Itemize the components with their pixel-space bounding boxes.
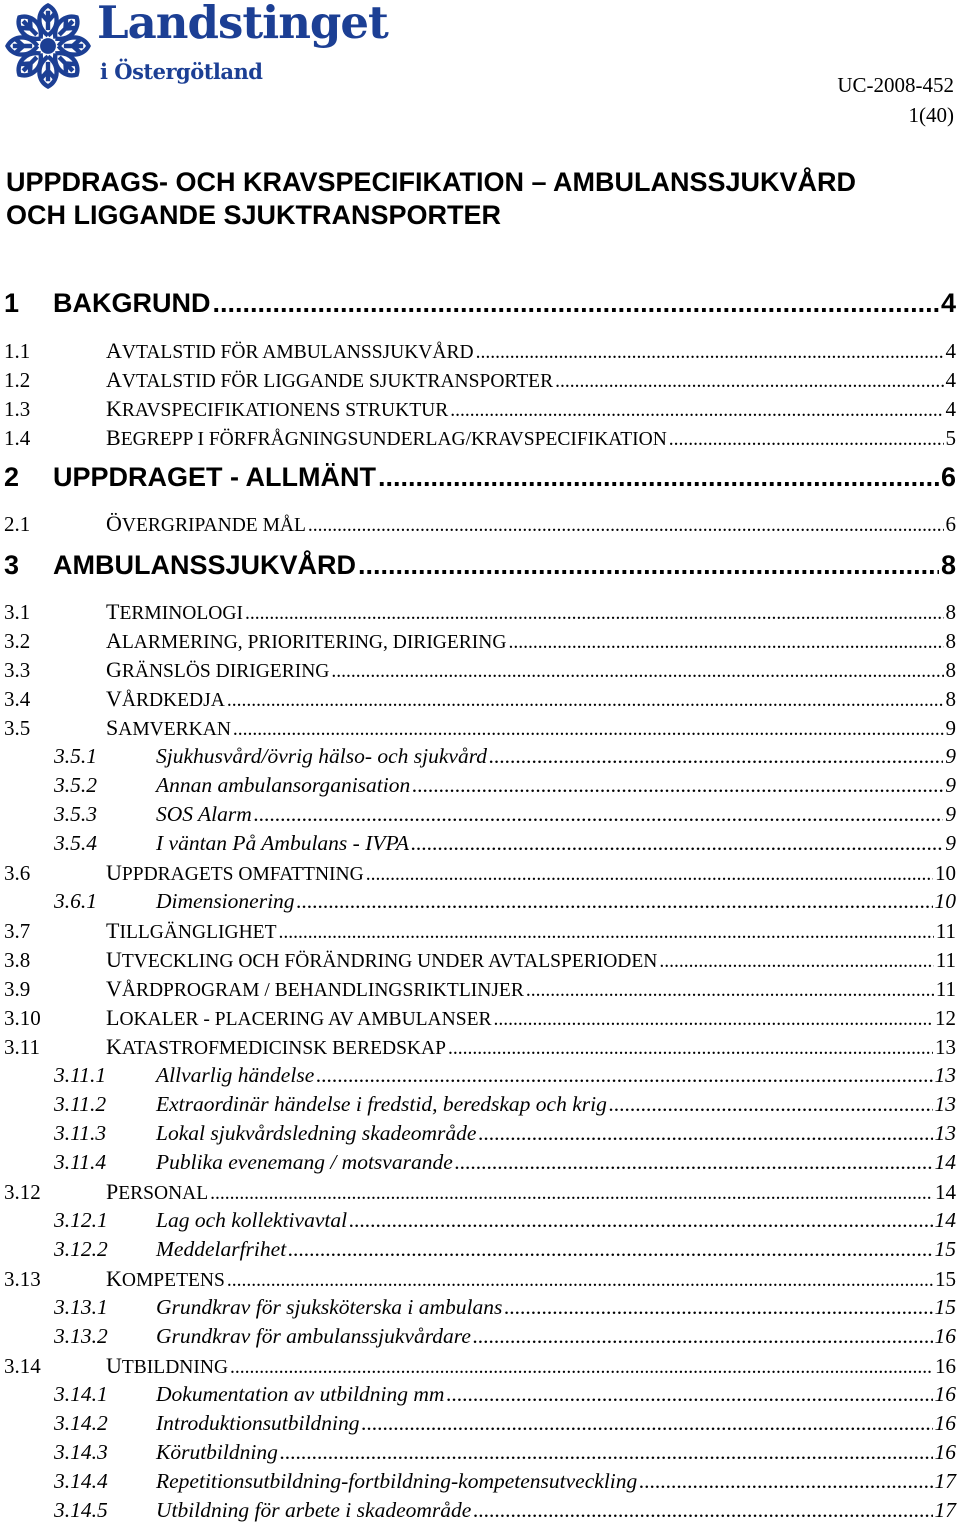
toc-entry-title: VÅRDPROGRAM / BEHANDLINGSRIKTLINJER <box>106 976 524 1001</box>
toc-entry-page: 15 <box>934 1295 956 1319</box>
toc-entry-title: BEGREPP I FÖRFRÅGNINGSUNDERLAG/KRAVSPECIFIKATION <box>106 425 667 450</box>
toc-entry-number: 3.5.2 <box>54 773 97 797</box>
toc-dot-leader <box>411 831 943 856</box>
toc-entry[interactable] <box>0 1150 956 1175</box>
toc-dot-leader <box>349 1208 932 1233</box>
toc-dot-leader <box>526 980 934 1002</box>
page-indicator: 1(40) <box>908 103 954 127</box>
toc-entry-number: 3.14.5 <box>54 1498 108 1522</box>
toc-entry-title: TERMINOLOGI <box>106 599 243 624</box>
toc-entry-page: 9 <box>945 773 956 797</box>
toc-entry-page: 4 <box>940 288 956 318</box>
toc-entry[interactable] <box>0 1121 956 1146</box>
toc-entry[interactable] <box>0 1295 956 1320</box>
toc-dot-leader <box>366 864 933 886</box>
toc-entry-number: 3.12 <box>4 1180 41 1204</box>
toc-dot-leader <box>609 1092 933 1117</box>
toc-entry[interactable] <box>0 1382 956 1407</box>
toc-entry-number: 3.10 <box>4 1006 41 1030</box>
toc-dot-leader <box>358 550 939 581</box>
toc-entry-number: 3.14.3 <box>54 1440 108 1464</box>
toc-entry-number: 3.9 <box>4 977 31 1001</box>
toc-entry-number: 3.3 <box>4 658 31 682</box>
toc-entry-page: 9 <box>945 831 956 855</box>
toc-entry-title: Sjukhusvård/övrig hälso- och sjukvård <box>156 744 488 768</box>
toc-dot-leader <box>412 773 943 798</box>
toc-entry-page: 17 <box>934 1469 956 1493</box>
toc-entry-number: 2 <box>4 462 20 492</box>
toc-entry-page: 8 <box>945 600 956 624</box>
toc-entry-number: 2.1 <box>4 512 31 536</box>
toc-entry-number: 3.5.3 <box>54 802 97 826</box>
toc-entry-title: SOS Alarm <box>156 802 252 826</box>
toc-entry-page: 12 <box>935 1006 956 1030</box>
toc-dot-leader <box>361 1411 932 1436</box>
toc-entry-page: 9 <box>945 716 956 740</box>
toc-entry[interactable] <box>0 744 956 769</box>
toc-entry-title: AVTALSTID FÖR LIGGANDE SJUKTRANSPORTER <box>106 367 554 392</box>
toc-dot-leader <box>450 400 943 422</box>
toc-entry[interactable] <box>0 367 956 393</box>
toc-entry-page: 16 <box>935 1354 956 1378</box>
toc-entry-title: UTVECKLING OCH FÖRÄNDRING UNDER AVTALSPERIODEN <box>106 947 658 972</box>
toc-entry[interactable] <box>0 889 956 914</box>
toc-entry-number: 3.11.3 <box>54 1121 107 1145</box>
toc-entry-number: 3.11.4 <box>54 1150 107 1174</box>
toc-dot-leader <box>476 342 944 364</box>
toc-entry[interactable] <box>0 1092 956 1117</box>
toc-entry[interactable] <box>0 1324 956 1349</box>
toc-entry-number: 3.12.2 <box>54 1237 108 1261</box>
toc-entry-number: 3.6.1 <box>54 889 97 913</box>
toc-entry[interactable] <box>0 976 956 1002</box>
toc-entry-page: 16 <box>934 1411 956 1435</box>
toc-dot-leader <box>659 951 933 973</box>
toc-dot-leader <box>280 1440 933 1465</box>
toc-entry[interactable] <box>0 831 956 856</box>
toc-entry-number: 3 <box>4 550 20 580</box>
toc-entry-number: 3.7 <box>4 919 31 943</box>
toc-entry-title: I väntan På Ambulans - IVPA <box>156 831 409 855</box>
toc-entry[interactable] <box>0 288 956 319</box>
toc-entry[interactable] <box>0 1266 956 1292</box>
toc-entry-number: 3.13.2 <box>54 1324 108 1348</box>
toc-dot-leader <box>378 462 939 493</box>
toc-dot-leader <box>230 1357 933 1379</box>
toc-entry-title: ÖVERGRIPANDE MÅL <box>106 511 306 536</box>
toc-dot-leader <box>245 603 944 625</box>
toc-entry[interactable] <box>0 657 956 683</box>
toc-dot-leader <box>213 288 939 319</box>
toc-entry[interactable] <box>0 1353 956 1379</box>
toc-entry-page: 11 <box>935 977 956 1001</box>
toc-entry-page: 9 <box>945 744 956 768</box>
toc-entry[interactable] <box>0 1411 956 1436</box>
toc-entry-page: 16 <box>934 1440 956 1464</box>
toc-entry-title: LOKALER - PLACERING AV AMBULANSER <box>106 1005 492 1030</box>
toc-entry-number: 1 <box>4 288 20 318</box>
toc-entry-page: 16 <box>934 1382 956 1406</box>
toc-entry-number: 3.4 <box>4 687 31 711</box>
toc-entry-title: Meddelarfrihet <box>156 1237 287 1261</box>
toc-dot-leader <box>473 1498 932 1523</box>
toc-entry-page: 15 <box>934 1237 956 1261</box>
logo-name: Landstinget <box>97 0 388 49</box>
toc-entry-number: 3.2 <box>4 629 31 653</box>
toc-dot-leader <box>639 1469 932 1494</box>
toc-entry-title: Körutbildning <box>156 1440 278 1464</box>
toc-entry[interactable] <box>0 1179 956 1205</box>
toc-entry[interactable] <box>0 396 956 422</box>
toc-entry-title: Allvarlig händelse <box>156 1063 315 1087</box>
toc-entry-title: Lokal sjukvårdsledning skadeområde <box>156 1121 477 1145</box>
toc-entry-title: BAKGRUND <box>53 288 211 318</box>
toc-entry-title: UPPDRAGETS OMFATTNING <box>106 860 364 885</box>
toc-entry[interactable] <box>0 511 956 537</box>
toc-entry-number: 1.4 <box>4 426 31 450</box>
toc-entry-title: Introduktionsutbildning <box>156 1411 360 1435</box>
toc-dot-leader <box>254 802 943 827</box>
toc-entry[interactable] <box>0 1237 956 1262</box>
toc-entry-title: Dokumentation av utbildning mm <box>156 1382 445 1406</box>
toc-entry-number: 3.5.4 <box>54 831 97 855</box>
toc-entry[interactable] <box>0 1498 956 1523</box>
toc-entry-title: Repetitionsutbildning-fortbildning-kompetensutveckling <box>156 1469 638 1493</box>
toc-entry[interactable] <box>0 947 956 973</box>
toc-entry-title: Lag och kollektivavtal <box>156 1208 348 1232</box>
toc-entry-page: 16 <box>934 1324 956 1348</box>
toc-entry-number: 3.14.4 <box>54 1469 108 1493</box>
toc-entry-title: AMBULANSSJUKVÅRD <box>53 550 357 580</box>
toc-entry-number: 3.11.1 <box>54 1063 107 1087</box>
document-id: UC-2008-452 <box>837 73 954 97</box>
toc-entry-page: 5 <box>945 426 956 450</box>
toc-entry[interactable] <box>0 628 956 654</box>
toc-entry-page: 8 <box>940 550 956 580</box>
toc-entry-title: Extraordinär händelse i fredstid, beredskap och krig <box>156 1092 607 1116</box>
toc-entry-page: 10 <box>934 889 956 913</box>
toc-entry[interactable] <box>0 802 956 827</box>
toc-dot-leader <box>446 1382 932 1407</box>
toc-dot-leader <box>288 1237 932 1262</box>
toc-entry-number: 3.13 <box>4 1267 41 1291</box>
toc-dot-leader <box>227 690 944 712</box>
toc-entry-number: 3.6 <box>4 861 31 885</box>
toc-entry[interactable] <box>0 462 956 493</box>
toc-entry[interactable] <box>0 918 956 944</box>
toc-entry-title: SAMVERKAN <box>106 715 231 740</box>
toc-entry-page: 8 <box>945 629 956 653</box>
toc-entry-page: 6 <box>940 462 956 492</box>
toc-entry-title: ALARMERING, PRIORITERING, DIRIGERING <box>106 628 507 653</box>
toc-entry-title: Annan ambulansorganisation <box>156 773 411 797</box>
toc-entry-page: 14 <box>934 1208 956 1232</box>
toc-entry-number: 3.8 <box>4 948 31 972</box>
toc-dot-leader <box>669 429 944 451</box>
toc-dot-leader <box>279 922 934 944</box>
toc-entry[interactable] <box>0 773 956 798</box>
toc-entry-title: GRÄNSLÖS DIRIGERING <box>106 657 330 682</box>
logo-subtitle: i Östergötland <box>100 59 263 84</box>
toc-entry-number: 3.11.2 <box>54 1092 107 1116</box>
toc-entry-page: 15 <box>935 1267 956 1291</box>
toc-entry-page: 6 <box>945 512 956 536</box>
title-line-1: UPPDRAGS- OCH KRAVSPECIFIKATION – AMBULANSSJUKVÅRD <box>6 167 857 197</box>
toc-entry-number: 3.11 <box>4 1035 40 1059</box>
toc-entry-title: TILLGÄNGLIGHET <box>106 918 277 943</box>
toc-entry-title: AVTALSTID FÖR AMBULANSSJUKVÅRD <box>106 338 474 363</box>
toc-entry-page: 8 <box>945 658 956 682</box>
toc-entry-page: 14 <box>935 1180 956 1204</box>
toc-entry-page: 4 <box>945 368 956 392</box>
toc-entry-page: 4 <box>945 339 956 363</box>
toc-entry-page: 14 <box>934 1150 956 1174</box>
toc-dot-leader <box>448 1038 933 1060</box>
toc-entry[interactable] <box>0 425 956 451</box>
toc-entry[interactable] <box>0 550 956 581</box>
toc-entry-title: PERSONAL <box>106 1179 209 1204</box>
toc-dot-leader <box>455 1150 933 1175</box>
toc-entry-number: 3.13.1 <box>54 1295 108 1319</box>
toc-entry[interactable] <box>0 860 956 886</box>
toc-dot-leader <box>473 1324 933 1349</box>
toc-entry-number: 3.12.1 <box>54 1208 108 1232</box>
toc-entry[interactable] <box>0 338 956 364</box>
toc-entry-page: 13 <box>934 1121 956 1145</box>
toc-entry-title: UPPDRAGET - ALLMÄNT <box>53 462 376 492</box>
toc-entry-page: 9 <box>945 802 956 826</box>
toc-dot-leader <box>504 1295 932 1320</box>
toc-entry[interactable] <box>0 1063 956 1088</box>
toc-dot-leader <box>489 744 943 769</box>
toc-entry-title: Utbildning för arbete i skadeområde <box>156 1498 472 1522</box>
toc-dot-leader <box>494 1009 934 1031</box>
toc-entry-title: Dimensionering <box>156 889 295 913</box>
toc-entry[interactable] <box>0 1469 956 1494</box>
toc-entry[interactable] <box>0 715 956 741</box>
toc-entry-number: 3.14.2 <box>54 1411 108 1435</box>
toc-entry-title: Grundkrav för ambulanssjukvårdare <box>156 1324 471 1348</box>
toc-entry-title: UTBILDNING <box>106 1353 229 1378</box>
toc-dot-leader <box>555 371 943 393</box>
toc-entry-number: 1.1 <box>4 339 31 363</box>
toc-entry-number: 1.3 <box>4 397 31 421</box>
toc-dot-leader <box>331 661 943 683</box>
toc-entry-title: Grundkrav för sjuksköterska i ambulans <box>156 1295 503 1319</box>
toc-entry-page: 13 <box>934 1092 956 1116</box>
toc-entry-page: 10 <box>935 861 956 885</box>
toc-entry-number: 1.2 <box>4 368 31 392</box>
toc-dot-leader <box>308 515 944 537</box>
toc-entry-title: KRAVSPECIFIKATIONENS STRUKTUR <box>106 396 449 421</box>
toc-entry-page: 17 <box>934 1498 956 1522</box>
toc-entry-page: 8 <box>945 687 956 711</box>
toc-entry-page: 13 <box>935 1035 956 1059</box>
toc-dot-leader <box>233 719 944 741</box>
toc-entry[interactable] <box>0 686 956 712</box>
toc-dot-leader <box>210 1183 933 1205</box>
toc-entry-number: 3.5 <box>4 716 31 740</box>
title-line-2: OCH LIGGANDE SJUKTRANSPORTER <box>6 200 502 230</box>
toc-entry-page: 4 <box>945 397 956 421</box>
toc-entry-title: Publika evenemang / motsvarande <box>156 1150 453 1174</box>
toc-entry-number: 3.14 <box>4 1354 41 1378</box>
toc-entry[interactable] <box>0 599 956 625</box>
toc-entry-page: 11 <box>935 948 956 972</box>
toc-entry[interactable] <box>0 1440 956 1465</box>
toc-entry-number: 3.14.1 <box>54 1382 108 1406</box>
toc-entry-page: 11 <box>935 919 956 943</box>
toc-entry[interactable] <box>0 1005 956 1031</box>
toc-dot-leader <box>297 889 933 914</box>
toc-entry-title: KATASTROFMEDICINSK BEREDSKAP <box>106 1034 446 1059</box>
toc-dot-leader <box>508 632 943 654</box>
toc-entry[interactable] <box>0 1208 956 1233</box>
toc-entry[interactable] <box>0 1034 956 1060</box>
toc-entry-page: 13 <box>934 1063 956 1087</box>
toc-dot-leader <box>227 1270 933 1292</box>
toc-entry-title: KOMPETENS <box>106 1266 225 1291</box>
toc-entry-number: 3.1 <box>4 600 31 624</box>
toc-dot-leader <box>478 1121 932 1146</box>
toc-entry-number: 3.5.1 <box>54 744 97 768</box>
toc-dot-leader <box>316 1063 932 1088</box>
toc-entry-title: VÅRDKEDJA <box>106 686 225 711</box>
